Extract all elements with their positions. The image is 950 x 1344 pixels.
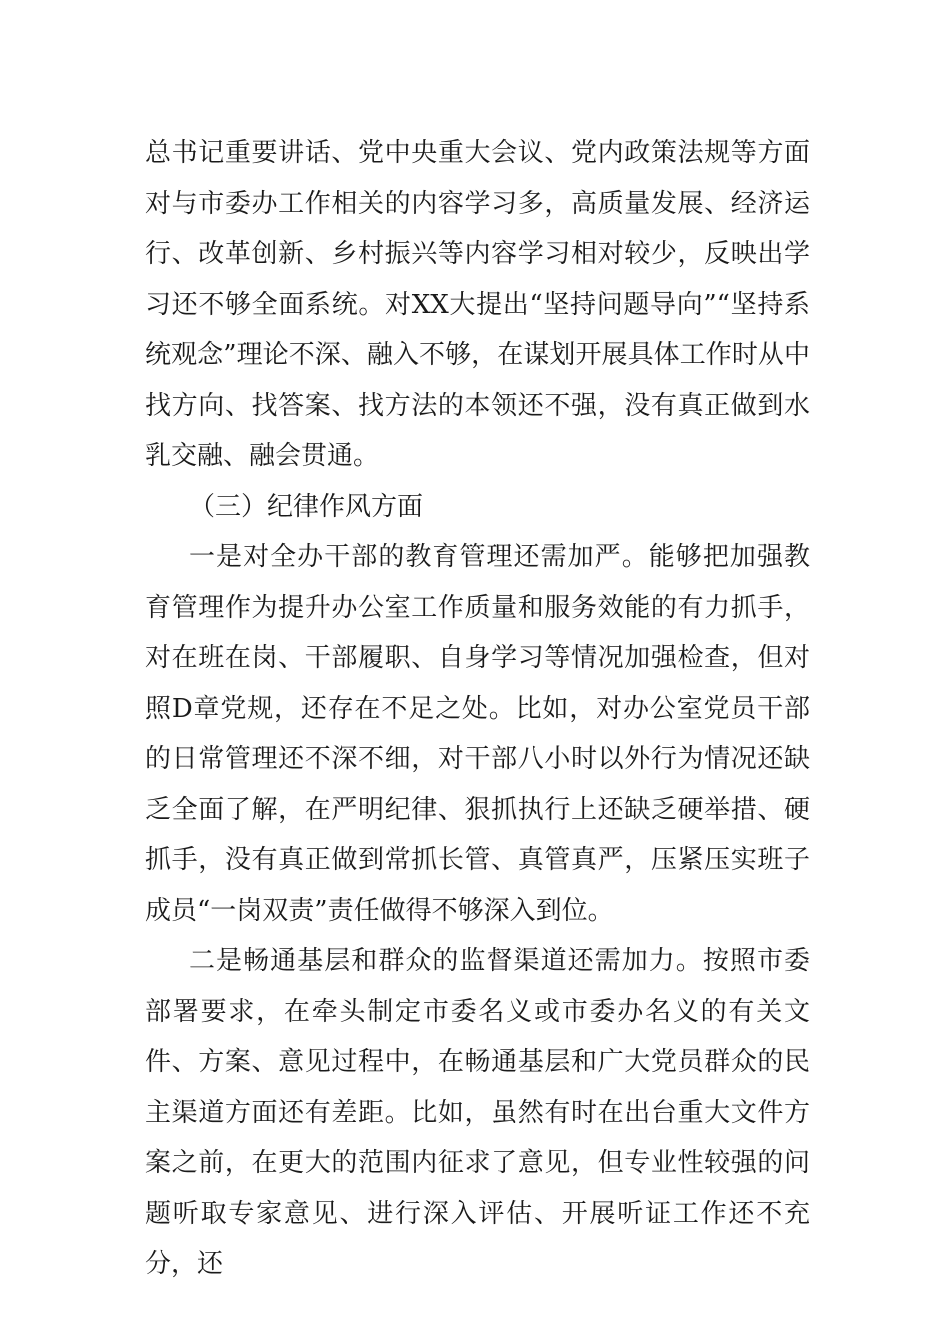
document-body: [145, 128, 810, 1290]
paragraph-point-two: 二是畅通基层和群众的监督渠道还需加力。按照市委部署要求，在牵头制定市委名义或市委办名义的有关文件、方案、意见过程中，在畅通基层和广大党员群众的民主渠道方面还有差距。比如，虽然有时在出台重大文件方案之前，在更大的范围内征求了意见，但专业性较强的问题听取专家意见、进行深入评估、开展听证工作还不充分，还: [145, 946, 810, 1279]
section-heading-discipline: （三）纪律作风方面: [189, 491, 424, 522]
paragraph-continuation: 总书记重要讲话、党中央重大会议、党内政策法规等方面对与市委办工作相关的内容学习多，高质量发展、经济运行、改革创新、乡村振兴等内容学习相对较少，反映出学习还不够全面系统。对XX大提出“坚持问题导向”“坚持系统观念”理论不深、融入不够，在谋划开展具体工作时从中找方向、找答案、找方法的本领还不强，没有真正做到水乳交融、融会贯通。: [145, 138, 810, 471]
paragraph-point-one: 一是对全办干部的教育管理还需加严。能够把加强教育管理作为提升办公室工作质量和服务效能的有力抓手，对在班在岗、干部履职、自身学习等情况加强检查，但对照D章党规，还存在不足之处。比如，对办公室党员干部的日常管理还不深不细，对干部八小时以外行为情况还缺乏全面了解，在严明纪律、狠抓执行上还缺乏硬举措、硬抓手，没有真正做到常抓长管、真管真严，压紧压实班子成员“一岗双责”责任做得不够深入到位。: [145, 542, 810, 926]
